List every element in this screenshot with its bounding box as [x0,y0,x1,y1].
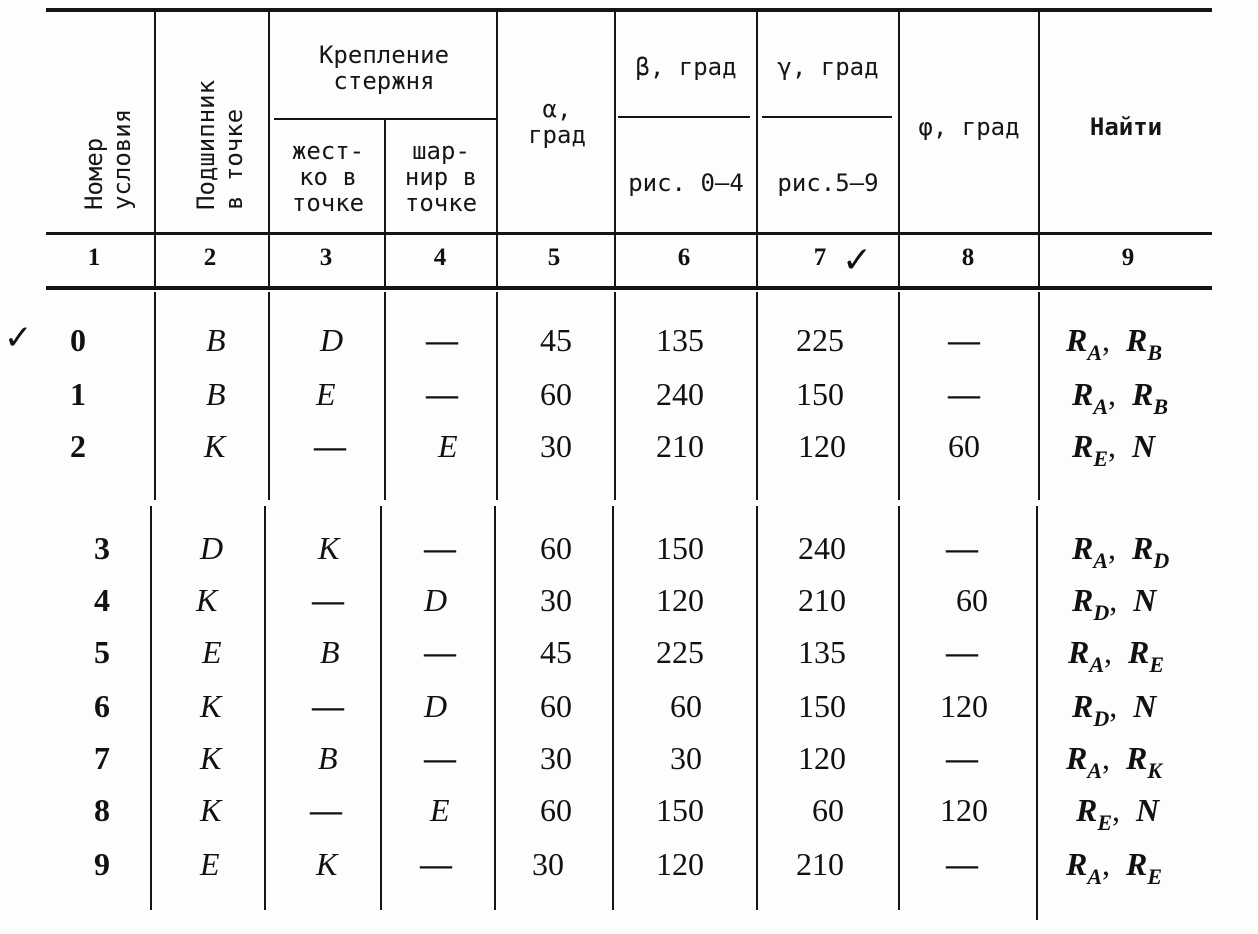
cell-find: $R_A$, $R_E$ [1066,846,1163,889]
cell-beta: 225 [656,634,704,670]
header-find: Найти [1089,113,1163,141]
colnum-5: 5 [547,244,561,271]
cell-beta: 150 [656,792,704,828]
cell-alpha: 30 [540,740,572,776]
cell-n: 2 [70,428,86,464]
cell-find: $R_D$, N [1072,582,1157,625]
vrule-body-2a [268,292,270,500]
colnum-4: 4 [433,244,447,271]
cell-phi: — [946,740,978,776]
vrule-8 [1038,12,1040,286]
cell-rigid: B [318,740,338,776]
vrule-body-3b [380,506,382,910]
vrule-body-1a [154,292,156,500]
colnum-6: 6 [677,244,691,271]
header-hinge: шар- нир в точке [404,137,478,217]
gamma-subrule [762,116,892,118]
cell-n: 1 [70,376,86,412]
cell-alpha: 30 [532,846,564,882]
cell-rigid: — [312,582,344,618]
cell-hinge: — [426,322,458,358]
cell-hinge: D [424,582,448,618]
cell-rigid: — [312,688,344,724]
colnum-7: 7 [813,244,827,271]
cell-hinge: — [424,530,456,566]
vrule-body-6a [756,292,758,500]
vrule-body-4a [496,292,498,500]
row0-check-mark: ✓ [4,318,33,358]
cell-beta: 210 [656,428,704,464]
cell-alpha: 60 [540,376,572,412]
vrule-body-3a [384,292,386,500]
cell-phi: — [946,530,978,566]
cell-hinge: D [424,688,448,724]
cell-gamma: 150 [796,376,844,412]
numbers-rule [46,286,1212,290]
cell-hinge: — [420,846,452,882]
cell-bearing: E [202,634,222,670]
cell-find: $R_A$, $R_D$ [1072,530,1170,573]
cell-phi: — [946,634,978,670]
header-gamma-fig: рис.5—9 [777,169,879,197]
cell-gamma: 225 [796,322,844,358]
vrule-4 [496,12,498,286]
header-alpha: α, град [528,95,586,149]
cell-rigid: — [314,428,346,464]
cell-phi: 60 [948,428,980,464]
cell-alpha: 30 [540,428,572,464]
cell-alpha: 30 [540,582,572,618]
vrule-body-5a [614,292,616,500]
cell-phi: — [946,846,978,882]
header-bearing: Подшипник в точке [192,79,248,210]
header-beta-fig: рис. 0—4 [628,169,744,197]
cell-gamma: 120 [798,428,846,464]
cell-find: $R_A$, $R_B$ [1072,376,1169,419]
header-rigid: жест- ко в точке [291,137,365,217]
cell-beta: 240 [656,376,704,412]
cell-beta: 120 [656,582,704,618]
cell-gamma: 135 [798,634,846,670]
cell-hinge: E [430,792,450,828]
colnum-9: 9 [1121,244,1135,271]
vrule-body-8b [1036,506,1038,920]
cell-bearing: D [200,530,224,566]
vrule-2 [268,12,270,286]
cell-alpha: 60 [540,792,572,828]
colnum-3: 3 [319,244,333,271]
beta-subrule [618,116,750,118]
colnum-8: 8 [961,244,975,271]
cell-beta: 150 [656,530,704,566]
cell-n: 8 [94,792,110,828]
cell-phi: — [948,376,980,412]
vrule-7 [898,12,900,286]
cell-n: 7 [94,740,110,776]
header-phi: φ, град [918,113,1020,141]
cell-find: $R_E$, N [1072,428,1156,471]
cell-bearing: K [200,740,222,776]
cell-beta: 60 [670,688,702,724]
cell-phi: 120 [940,792,988,828]
cell-phi: — [948,322,980,358]
cell-hinge: E [438,428,458,464]
cell-find: $R_E$, N [1076,792,1160,835]
vrule-body-7b [898,506,900,910]
cell-gamma: 120 [798,740,846,776]
colnum-1: 1 [87,244,101,271]
cell-rigid: K [318,530,340,566]
cell-alpha: 45 [540,322,572,358]
cell-rigid: B [320,634,340,670]
cell-gamma: 240 [798,530,846,566]
cell-find: $R_A$, $R_E$ [1068,634,1165,677]
cell-rigid: — [310,792,342,828]
cell-phi: 120 [940,688,988,724]
cell-bearing: B [206,322,226,358]
header-gamma: γ, град [777,53,879,81]
vrule-body-4b [494,506,496,910]
cell-n: 3 [94,530,110,566]
cell-alpha: 45 [540,634,572,670]
cell-find: $R_A$, $R_B$ [1066,322,1163,365]
cell-n: 4 [94,582,110,618]
cell-beta: 30 [670,740,702,776]
cell-n: 6 [94,688,110,724]
cell-hinge: — [424,740,456,776]
cell-gamma: 150 [798,688,846,724]
cell-gamma: 210 [798,582,846,618]
cell-gamma: 60 [812,792,844,828]
vrule-body-7a [898,292,900,500]
vrule-body-1b [150,506,152,910]
cell-find: $R_D$, N [1072,688,1157,731]
cell-bearing: K [196,582,218,618]
cell-bearing: K [204,428,226,464]
cell-beta: 120 [656,846,704,882]
cell-bearing: K [200,688,222,724]
header-beta: β, град [635,53,737,81]
cell-alpha: 60 [540,688,572,724]
cell-bearing: B [206,376,226,412]
cell-hinge: — [424,634,456,670]
cell-hinge: — [426,376,458,412]
cell-phi: 60 [956,582,988,618]
cell-bearing: E [200,846,220,882]
col7-check-mark: ✓ [842,240,873,281]
vrule-body-8a [1038,292,1040,500]
vrule-body-5b [612,506,614,910]
cell-rigid: K [316,846,338,882]
vrule-body-6b [756,506,758,910]
cell-n: 5 [94,634,110,670]
cell-bearing: K [200,792,222,828]
header-rod-fixing: Крепление стержня [318,41,450,95]
vrule-1 [154,12,156,286]
cell-rigid: E [316,376,336,412]
cell-gamma: 210 [796,846,844,882]
vrule-body-2b [264,506,266,910]
cell-n: 0 [70,322,86,358]
header-condition-number: Номер условия [80,108,136,210]
cell-rigid: D [320,322,344,358]
cell-alpha: 60 [540,530,572,566]
colnum-2: 2 [203,244,217,271]
cell-beta: 135 [656,322,704,358]
cell-find: $R_A$, $R_K$ [1066,740,1163,783]
cell-n: 9 [94,846,110,882]
